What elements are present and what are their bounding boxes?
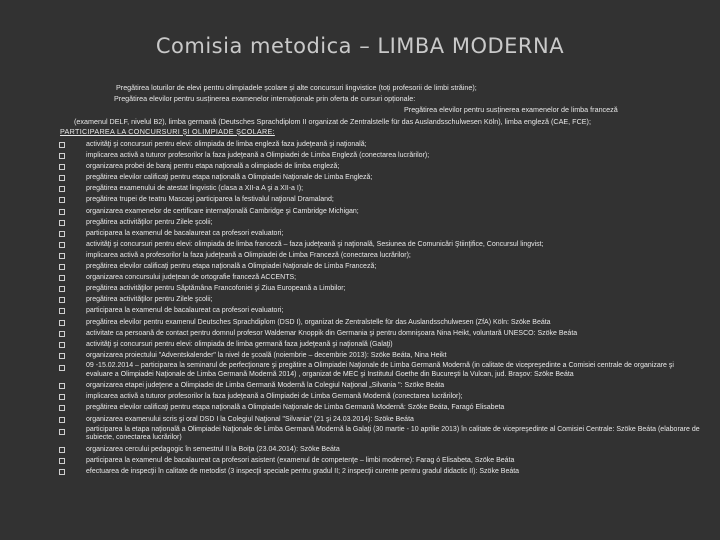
square-bullet-icon xyxy=(59,175,65,181)
list-item xyxy=(59,139,700,150)
square-bullet-icon xyxy=(59,297,65,303)
list-item-text: pregătirea trupei de teatru Mascaşi participarea la festivalul naţional Dramaland; xyxy=(86,196,334,204)
square-bullet-icon xyxy=(59,209,65,215)
list-item-text: activităţi şi concursuri pentru elevi: olimpiada de limba germană faza judeţeană şi naţională (Galaţi) xyxy=(86,340,393,348)
square-bullet-icon xyxy=(59,142,65,148)
list-item xyxy=(59,317,700,328)
list-item-text: organizarea examenului scris şi oral DSD I la Colegiul Naţional "Silvania" (21 şi 24.03.2014): Szöke Beáta xyxy=(86,415,414,423)
square-bullet-icon xyxy=(59,231,65,237)
list-item-text: implicarea activă a tuturor profesorilor la faza judeţeană a Olimpiadei de Limba Germană Modernă (conectarea lucrărilor); xyxy=(86,393,463,401)
list-item-text: participarea la examenul de bacalaureat ca profesori evaluatori; xyxy=(86,307,284,315)
list-item-text: activităţi şi concursuri pentru elevi: olimpiada de limba engleză faza judeţeană şi naţională; xyxy=(86,141,367,148)
square-bullet-icon xyxy=(59,342,65,348)
list-item xyxy=(59,361,700,380)
square-bullet-icon xyxy=(59,394,65,400)
list-item xyxy=(59,250,700,261)
list-item xyxy=(59,425,700,444)
square-bullet-icon xyxy=(59,447,65,453)
square-bullet-icon xyxy=(59,242,65,248)
list-item-text: organizarea proiectului "Adventskalender" la nivel de şcoală (noiembrie – decembrie 2013): Szöke Beáta, Nina Heikt xyxy=(86,351,447,359)
list-item-text: organizarea concursului judeţean de ortografie franceză ACCENTS; xyxy=(86,274,297,282)
list-item-text: pregătirea elevilor calificaţi pentru etapa naţională a Olimpiadei Naţionale de Limba Germană Modernă: Szöke Beáta, Faragó Elisabeta xyxy=(86,404,505,412)
square-bullet-icon xyxy=(59,164,65,170)
list-item xyxy=(59,339,700,350)
list-item xyxy=(59,239,700,250)
list-item-text: efectuarea de inspecţii în calitate de metodist (3 inspecţii speciale pentru gradul II; 2 inspecţii curente pentru gradul didactic II): Szöke Beáta xyxy=(86,468,520,476)
square-bullet-icon xyxy=(59,458,65,464)
square-bullet-icon xyxy=(59,417,65,423)
list-item xyxy=(59,455,700,466)
square-bullet-icon xyxy=(59,264,65,270)
square-bullet-icon xyxy=(59,253,65,259)
list-item xyxy=(59,305,700,316)
list-item xyxy=(59,272,700,283)
list-item xyxy=(59,380,700,391)
bullet-list xyxy=(59,139,700,477)
list-item xyxy=(59,391,700,402)
list-item-text: organizarea etapei judeţene a Olimpiadei de Limba Germană Modernă la Colegiul Naţional „Silvania ": Szöke Beáta xyxy=(86,382,445,390)
intro-line: (examenul DELF, nivelul B2), limba germană (Deutsches Sprachdiplom II organizat de Zentralstelle für das Auslandsschulwesen Köln), limba engleză (CAE, FCE); xyxy=(74,116,591,126)
intro-line: Pregătirea elevilor pentru susținerea examenelor de limba franceză xyxy=(404,105,618,115)
list-item xyxy=(59,161,700,172)
slide-title: Comisia metodica – LIMBA MODERNA xyxy=(155,34,565,58)
list-item xyxy=(59,444,700,455)
list-item-text: activitate ca persoană de contact pentru domnul profesor Waldemar Knoppik din Germania şi pentru domnişoara Nina Heikt, voluntară UNESCO: Szöke Beáta xyxy=(86,329,578,337)
square-bullet-icon xyxy=(59,365,65,371)
list-item-text: pregătirea activităţilor pentru Zilele şcolii; xyxy=(86,296,213,304)
list-item-text: implicarea activă a tuturor profesorilor la faza judeţeană a Olimpiadei de Limba Engleză (conectarea lucrărilor); xyxy=(86,152,430,160)
list-item xyxy=(59,350,700,361)
square-bullet-icon xyxy=(59,275,65,281)
list-item-text: 09 -15.02.2014 – participarea la seminarul de perfecţionare şi pregătire a Olimpiadei Naţionale de Limba Germană Modernă (in calitate de vicepreşedinte a Comisiei centrale de organizare şi evaluare a Olimpiadei Naţionale de Limba Germană Modernă 2014) , organizat de MEC şi Institutul Goethe din Bucureşti la Vulcan, jud. Braşov: Szöke Beáta xyxy=(86,362,674,378)
list-item-text: pregătirea examenului de atestat lingvistic (clasa a XII-a A şi a XII-a I); xyxy=(86,185,304,193)
intro-line: Pregătirea elevilor pentru susținerea examenelor internaționale prin oferta de cursuri opționale: xyxy=(114,94,416,104)
list-item-text: activităţi şi concursuri pentru elevi: olimpiada de limba franceză – faza judeţeană şi naţională, Sesiunea de Comunicări Ştiinţifice, Concursul lingvist; xyxy=(86,240,544,248)
square-bullet-icon xyxy=(59,220,65,226)
square-bullet-icon xyxy=(59,429,65,435)
section-heading: PARTICIPAREA LA CONCURSURI ŞI OLIMPIADE ŞCOLARE: xyxy=(60,127,275,136)
square-bullet-icon xyxy=(59,353,65,359)
square-bullet-icon xyxy=(59,286,65,292)
list-item xyxy=(59,466,700,477)
intro-line: Pregătirea loturilor de elevi pentru olimpiadele școlare și alte concursuri lingvistice (toți profesorii de limbi străine); xyxy=(116,83,477,92)
list-item-text: organizarea examenelor de certificare internaţională Cambridge şi Cambridge Michigan; xyxy=(86,207,359,215)
list-item xyxy=(59,217,700,228)
list-item xyxy=(59,402,700,413)
list-item-text: implicarea activă a profesorilor la faza judeţeană a Olimpiadei de Limba Franceză (conectarea lucrărilor); xyxy=(86,251,411,259)
square-bullet-icon xyxy=(59,320,65,326)
list-item-text: participarea la etapa naţională a Olimpiadei Naţionale de Limba Germană Modernă la Galaţi (30 martie - 10 aprilie 2013) în calitate de vicepreşedinte al Comisiei Centrale: Szöke Beáta (elaborare de subiecte, conectarea lucrărilor) xyxy=(86,426,700,442)
square-bullet-icon xyxy=(59,383,65,389)
list-item-text: organizarea probei de baraj pentru etapa naţională a olimpiadei de limba engleză; xyxy=(86,163,340,171)
list-item-text: participarea la examenul de bacalaureat ca profesori asistent (examenul de competenţe – limbi moderne): Farag ó Elisabeta, Szöke Beáta xyxy=(86,457,515,465)
square-bullet-icon xyxy=(59,331,65,337)
list-item-text: participarea la examenul de bacalaureat ca profesori evaluatori; xyxy=(86,229,284,237)
list-item xyxy=(59,206,700,217)
list-item xyxy=(59,172,700,183)
square-bullet-icon xyxy=(59,405,65,411)
intro-block xyxy=(60,82,708,127)
list-item xyxy=(59,283,700,294)
list-item xyxy=(59,183,700,194)
list-item-text: pregătirea activităţilor pentru Săptămâna Francofoniei şi Ziua Europeană a Limbilor; xyxy=(86,285,346,293)
list-item-text: pregătirea activităţilor pentru Zilele şcolii; xyxy=(86,218,213,226)
square-bullet-icon xyxy=(59,153,65,159)
list-item-text: pregătirea elevilor pentru examenul Deutsches Sprachdiplom (DSD I), organizat de Zentralstelle für das Auslandsschulwesen (ZfA) Köln: Szöke Beáta xyxy=(86,318,551,326)
list-item-text: pregătirea elevilor calificaţi pentru etapa naţională a Olimpiadei Naţionale de Limba Engleză; xyxy=(86,174,373,182)
list-item xyxy=(59,228,700,239)
list-item xyxy=(59,261,700,272)
square-bullet-icon xyxy=(59,186,65,192)
square-bullet-icon xyxy=(59,197,65,203)
list-item xyxy=(59,328,700,339)
list-item xyxy=(59,194,700,205)
list-item xyxy=(59,150,700,161)
list-item xyxy=(59,294,700,305)
list-item-text: organizarea cercului pedagogic în semestrul II la Boiţa (23.04.2014): Szöke Beáta xyxy=(86,446,340,454)
list-item-text: pregătirea elevilor calificaţi pentru etapa naţională a Olimpiadei Naţionale de Limba Franceză; xyxy=(86,263,377,271)
square-bullet-icon xyxy=(59,308,65,314)
square-bullet-icon xyxy=(59,469,65,475)
list-item xyxy=(59,414,700,425)
